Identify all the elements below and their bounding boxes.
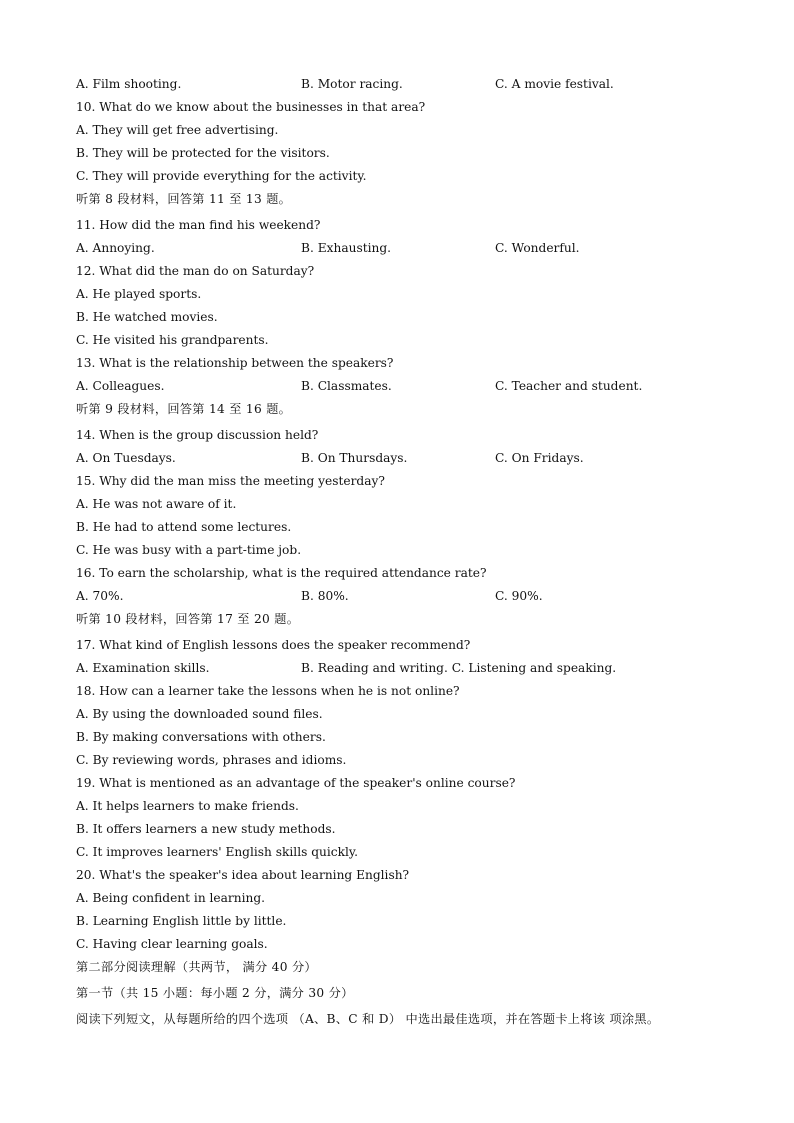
question-16: 16. To earn the scholarship, what is the required attendance rate? bbox=[76, 566, 487, 580]
question-13: 13. What is the relationship between the speakers? bbox=[76, 356, 394, 370]
option-19-a: A. It helps learners to make friends. bbox=[76, 799, 299, 813]
option-19-b: B. It offers learners a new study methods. bbox=[76, 822, 336, 836]
option-a: A. Film shooting. bbox=[76, 77, 182, 91]
question-14: 14. When is the group discussion held? bbox=[76, 428, 319, 442]
option-12-c: C. He visited his grandparents. bbox=[76, 333, 269, 347]
question-17: 17. What kind of English lessons does the speaker recommend? bbox=[76, 638, 471, 652]
option-c: C. 90%. bbox=[495, 589, 543, 603]
question-11: 11. How did the man find his weekend? bbox=[76, 218, 321, 232]
option-18-a: A. By using the downloaded sound files. bbox=[76, 707, 323, 721]
options-row-q9 bbox=[76, 73, 736, 95]
option-c: C. Teacher and student. bbox=[495, 379, 643, 393]
question-19: 19. What is mentioned as an advantage of the speaker's online course? bbox=[76, 776, 516, 790]
section-instruction-8: 听第 8 段材料，回答第 11 至 13 题。 bbox=[76, 192, 292, 206]
options-row-q17 bbox=[76, 657, 736, 679]
question-15: 15. Why did the man miss the meeting yesterday? bbox=[76, 474, 385, 488]
question-10: 10. What do we know about the businesses in that area? bbox=[76, 100, 426, 114]
option-15-c: C. He was busy with a part-time job. bbox=[76, 543, 302, 557]
option-b: B. Motor racing. bbox=[301, 77, 403, 91]
section-instruction-10: 听第 10 段材料，回答第 17 至 20 题。 bbox=[76, 612, 300, 626]
option-15-a: A. He was not aware of it. bbox=[76, 497, 237, 511]
option-20-a: A. Being confident in learning. bbox=[76, 891, 266, 905]
option-b: B. Exhausting. bbox=[301, 241, 392, 255]
option-10-c: C. They will provide everything for the activity. bbox=[76, 169, 367, 183]
options-row-q14 bbox=[76, 447, 736, 469]
options-row-q16 bbox=[76, 585, 736, 607]
option-c: C. A movie festival. bbox=[495, 77, 614, 91]
reading-instructions: 阅读下列短文，从每题所给的四个选项 （A、B、C 和 D） 中选出最佳选项，并在答题卡上将该 项涂黑。 bbox=[76, 1012, 660, 1026]
option-18-c: C. By reviewing words, phrases and idioms. bbox=[76, 753, 347, 767]
option-a: A. 70%. bbox=[76, 589, 124, 603]
option-a: A. Colleagues. bbox=[76, 379, 165, 393]
options-row-q11 bbox=[76, 237, 736, 259]
option-c: C. Wonderful. bbox=[495, 241, 580, 255]
option-10-a: A. They will get free advertising. bbox=[76, 123, 279, 137]
option-b: B. Classmates. bbox=[301, 379, 392, 393]
option-19-c: C. It improves learners' English skills quickly. bbox=[76, 845, 359, 859]
question-18: 18. How can a learner take the lessons when he is not online? bbox=[76, 684, 460, 698]
option-15-b: B. He had to attend some lectures. bbox=[76, 520, 292, 534]
part-two-heading: 第二部分阅读理解（共两节， 满分 40 分） bbox=[76, 960, 317, 974]
option-a: A. On Tuesdays. bbox=[76, 451, 176, 465]
options-row-q13 bbox=[76, 375, 736, 397]
option-a: A. Annoying. bbox=[76, 241, 155, 255]
option-b-and-c: B. Reading and writing. C. Listening and speaking. bbox=[301, 661, 617, 675]
option-20-c: C. Having clear learning goals. bbox=[76, 937, 268, 951]
option-b: B. 80%. bbox=[301, 589, 349, 603]
option-18-b: B. By making conversations with others. bbox=[76, 730, 326, 744]
option-10-b: B. They will be protected for the visitors. bbox=[76, 146, 330, 160]
question-20: 20. What's the speaker's idea about learning English? bbox=[76, 868, 410, 882]
section-instruction-9: 听第 9 段材料，回答第 14 至 16 题。 bbox=[76, 402, 292, 416]
option-12-b: B. He watched movies. bbox=[76, 310, 218, 324]
section-one-heading: 第一节（共 15 小题：每小题 2 分，满分 30 分） bbox=[76, 986, 354, 1000]
option-a: A. Examination skills. bbox=[76, 661, 210, 675]
option-c: C. On Fridays. bbox=[495, 451, 584, 465]
option-12-a: A. He played sports. bbox=[76, 287, 202, 301]
option-20-b: B. Learning English little by little. bbox=[76, 914, 287, 928]
question-12: 12. What did the man do on Saturday? bbox=[76, 264, 315, 278]
option-b: B. On Thursdays. bbox=[301, 451, 408, 465]
